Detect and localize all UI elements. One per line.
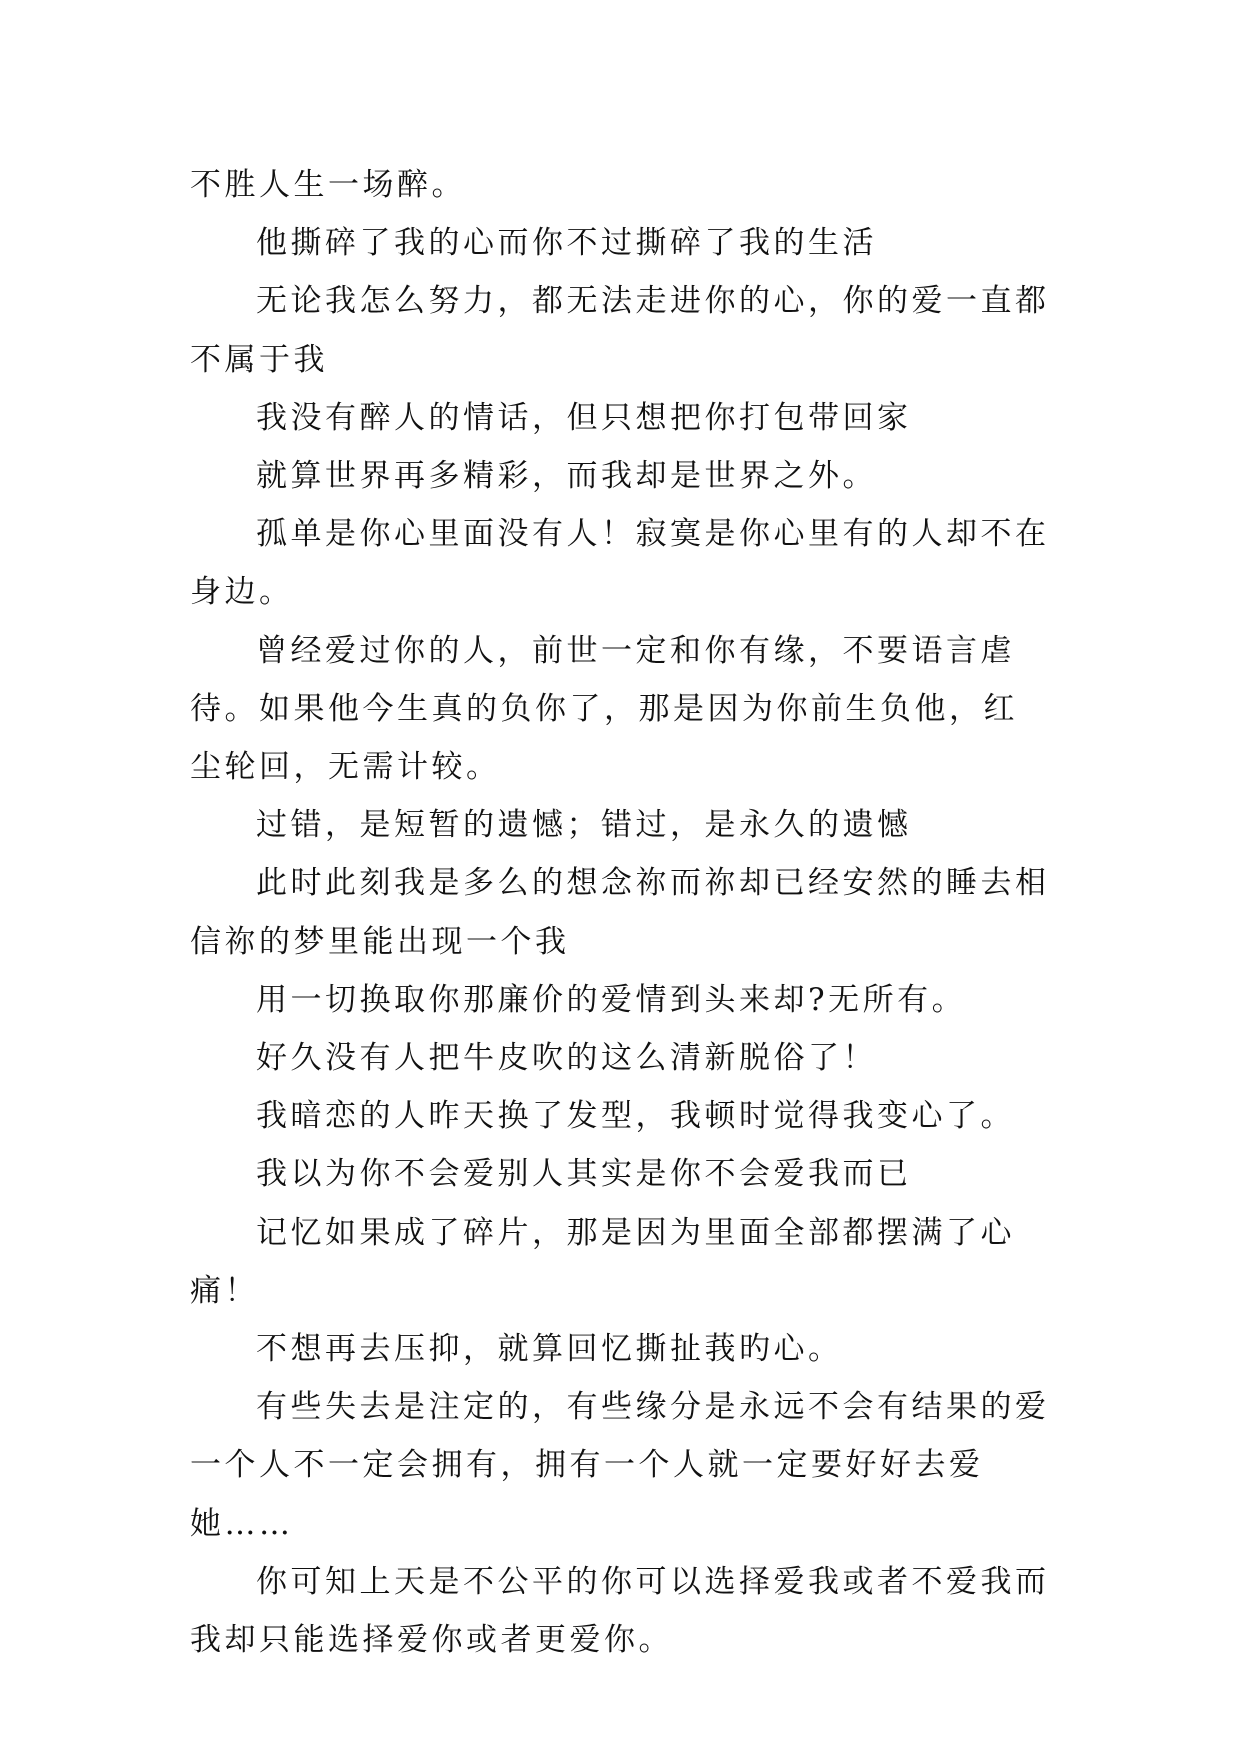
- paragraph-12: 我暗恋的人昨天换了发型，我顿时觉得我变心了。: [256, 1098, 1015, 1135]
- paragraph-16: 有些失去是注定的，有些缘分是永远不会有结果的爱一个人不一定会拥有，拥有一个人就一定要好好去爱她……: [190, 1389, 1050, 1542]
- paragraph-10: 用一切换取你那廉价的爱情到头来却?无所有。: [256, 981, 967, 1018]
- paragraph-5: 就算世界再多精彩，而我却是世界之外。: [256, 458, 877, 495]
- paragraph-13: 我以为你不会爱别人其实是你不会爱我而已: [256, 1156, 912, 1193]
- paragraph-8: 过错，是短暂的遗憾；错过，是永久的遗憾: [256, 807, 912, 844]
- paragraph-2: 他撕碎了我的心而你不过撕碎了我的生活: [256, 225, 877, 262]
- paragraph-7: 曾经爱过你的人，前世一定和你有缘，不要语言虐待。如果他今生真的负你了，那是因为你前生负他，红尘轮回，无需计较。: [190, 632, 1018, 786]
- paragraph-4: 我没有醉人的情话，但只想把你打包带回家: [256, 399, 912, 436]
- paragraph-9: 此时此刻我是多么的想念祢而祢却已经安然的睡去相信祢的梦里能出现一个我: [190, 865, 1050, 960]
- paragraph-17: 你可知上天是不公平的你可以选择爱我或者不爱我而我却只能选择爱你或者更爱你。: [190, 1563, 1050, 1659]
- paragraph-1: 不胜人生一场醉。: [190, 167, 466, 203]
- paragraph-15: 不想再去压抑，就算回忆撕扯莪旳心。: [256, 1331, 843, 1368]
- paragraph-11: 好久没有人把牛皮吹的这么清新脱俗了！: [256, 1040, 877, 1077]
- paragraph-3: 无论我怎么努力，都无法走进你的心，你的爱一直都不属于我: [190, 283, 1050, 378]
- document-page: [190, 156, 1050, 1669]
- paragraph-6: 孤单是你心里面没有人！寂寞是你心里有的人却不在身边。: [190, 516, 1050, 611]
- paragraph-14: 记忆如果成了碎片，那是因为里面全部都摆满了心痛！: [190, 1214, 1015, 1309]
